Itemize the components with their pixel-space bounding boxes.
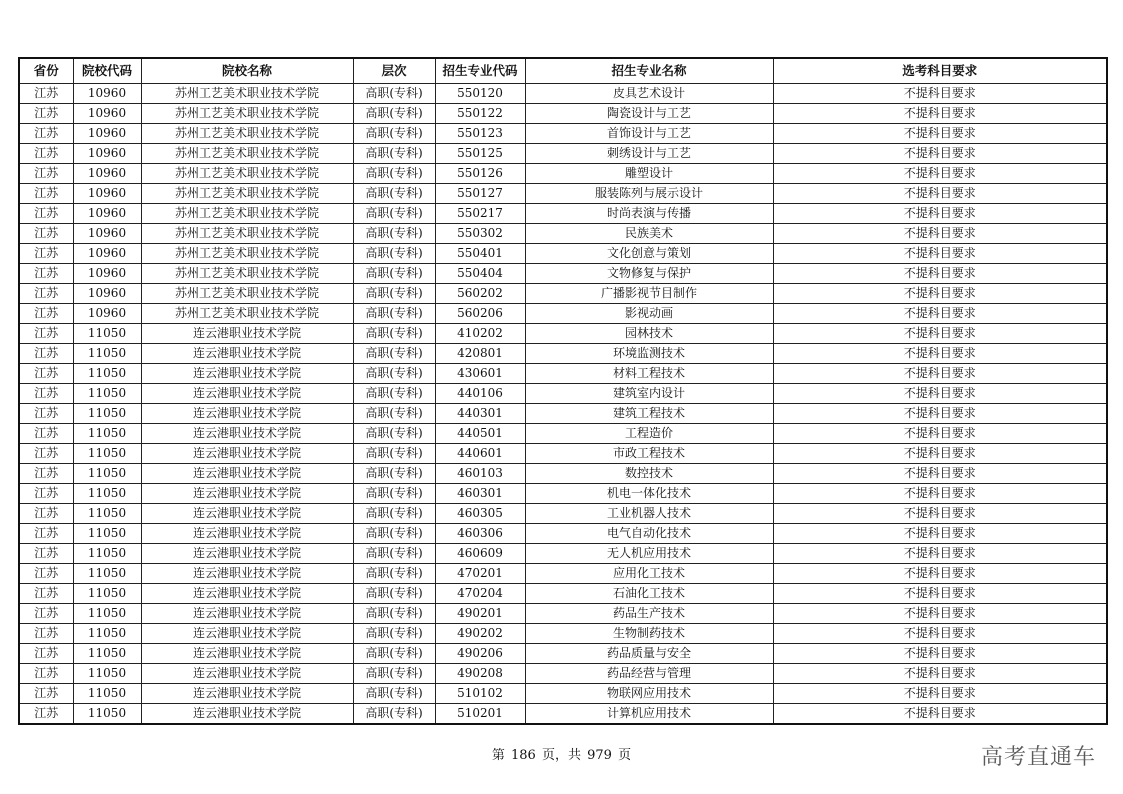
cell-school-code: 10960 [73, 164, 141, 184]
cell-school-name: 连云港职业技术学院 [141, 544, 353, 564]
table-row [19, 584, 1107, 604]
cell-school-code: 11050 [73, 484, 141, 504]
cell-level: 高职(专科) [353, 704, 435, 725]
table-row [19, 84, 1107, 104]
cell-school-name: 苏州工艺美术职业技术学院 [141, 164, 353, 184]
cell-major-code: 440501 [435, 424, 525, 444]
cell-major-code: 550127 [435, 184, 525, 204]
cell-subject-requirement: 不提科目要求 [773, 524, 1107, 544]
cell-school-name: 连云港职业技术学院 [141, 524, 353, 544]
cell-level: 高职(专科) [353, 184, 435, 204]
table-row [19, 544, 1107, 564]
cell-subject-requirement: 不提科目要求 [773, 584, 1107, 604]
table-row [19, 684, 1107, 704]
cell-major-code: 460306 [435, 524, 525, 544]
cell-major-name: 民族美术 [525, 224, 773, 244]
header-province: 省份 [19, 58, 73, 84]
cell-province: 江苏 [19, 444, 73, 464]
cell-province: 江苏 [19, 124, 73, 144]
cell-school-code: 11050 [73, 504, 141, 524]
cell-school-code: 10960 [73, 104, 141, 124]
cell-school-name: 连云港职业技术学院 [141, 584, 353, 604]
table-row [19, 244, 1107, 264]
cell-province: 江苏 [19, 544, 73, 564]
table-row [19, 304, 1107, 324]
table-row [19, 524, 1107, 544]
cell-major-name: 时尚表演与传播 [525, 204, 773, 224]
cell-province: 江苏 [19, 424, 73, 444]
cell-subject-requirement: 不提科目要求 [773, 184, 1107, 204]
cell-province: 江苏 [19, 224, 73, 244]
cell-major-name: 数控技术 [525, 464, 773, 484]
cell-school-code: 10960 [73, 224, 141, 244]
cell-subject-requirement: 不提科目要求 [773, 244, 1107, 264]
cell-major-name: 环境监测技术 [525, 344, 773, 364]
cell-level: 高职(专科) [353, 244, 435, 264]
cell-province: 江苏 [19, 264, 73, 284]
cell-province: 江苏 [19, 524, 73, 544]
cell-school-name: 苏州工艺美术职业技术学院 [141, 184, 353, 204]
cell-major-code: 440301 [435, 404, 525, 424]
cell-major-name: 皮具艺术设计 [525, 84, 773, 104]
table-row [19, 144, 1107, 164]
table-row [19, 164, 1107, 184]
cell-school-code: 11050 [73, 584, 141, 604]
cell-level: 高职(专科) [353, 104, 435, 124]
cell-subject-requirement: 不提科目要求 [773, 144, 1107, 164]
cell-school-name: 连云港职业技术学院 [141, 324, 353, 344]
cell-school-name: 连云港职业技术学院 [141, 384, 353, 404]
cell-major-code: 460305 [435, 504, 525, 524]
cell-major-name: 市政工程技术 [525, 444, 773, 464]
cell-school-name: 连云港职业技术学院 [141, 364, 353, 384]
cell-subject-requirement: 不提科目要求 [773, 404, 1107, 424]
cell-major-name: 建筑工程技术 [525, 404, 773, 424]
table-row [19, 124, 1107, 144]
cell-level: 高职(专科) [353, 604, 435, 624]
cell-major-name: 陶瓷设计与工艺 [525, 104, 773, 124]
header-level: 层次 [353, 58, 435, 84]
cell-school-code: 11050 [73, 604, 141, 624]
cell-school-name: 连云港职业技术学院 [141, 464, 353, 484]
cell-major-name: 材料工程技术 [525, 364, 773, 384]
cell-school-code: 11050 [73, 444, 141, 464]
cell-level: 高职(专科) [353, 484, 435, 504]
cell-subject-requirement: 不提科目要求 [773, 84, 1107, 104]
header-major-name: 招生专业名称 [525, 58, 773, 84]
cell-school-name: 连云港职业技术学院 [141, 644, 353, 664]
table-row [19, 204, 1107, 224]
cell-school-code: 11050 [73, 564, 141, 584]
cell-school-name: 连云港职业技术学院 [141, 444, 353, 464]
cell-school-code: 10960 [73, 304, 141, 324]
cell-province: 江苏 [19, 384, 73, 404]
cell-level: 高职(专科) [353, 664, 435, 684]
table-row [19, 324, 1107, 344]
cell-school-name: 连云港职业技术学院 [141, 664, 353, 684]
cell-school-code: 10960 [73, 264, 141, 284]
cell-level: 高职(专科) [353, 384, 435, 404]
cell-major-code: 560202 [435, 284, 525, 304]
cell-major-name: 物联网应用技术 [525, 684, 773, 704]
cell-school-code: 11050 [73, 684, 141, 704]
cell-school-name: 苏州工艺美术职业技术学院 [141, 204, 353, 224]
page-footer [0, 744, 1123, 763]
cell-major-name: 园林技术 [525, 324, 773, 344]
cell-major-name: 服装陈列与展示设计 [525, 184, 773, 204]
cell-school-code: 10960 [73, 204, 141, 224]
cell-major-code: 460301 [435, 484, 525, 504]
cell-level: 高职(专科) [353, 564, 435, 584]
table-row [19, 384, 1107, 404]
cell-major-code: 490201 [435, 604, 525, 624]
cell-province: 江苏 [19, 324, 73, 344]
cell-level: 高职(专科) [353, 624, 435, 644]
table-row [19, 184, 1107, 204]
table-row [19, 444, 1107, 464]
cell-province: 江苏 [19, 644, 73, 664]
cell-school-code: 11050 [73, 664, 141, 684]
table-row [19, 564, 1107, 584]
cell-major-code: 440601 [435, 444, 525, 464]
table-row [19, 284, 1107, 304]
table-row [19, 424, 1107, 444]
cell-subject-requirement: 不提科目要求 [773, 544, 1107, 564]
cell-school-name: 苏州工艺美术职业技术学院 [141, 224, 353, 244]
table-row [19, 464, 1107, 484]
cell-school-code: 11050 [73, 364, 141, 384]
cell-school-name: 苏州工艺美术职业技术学院 [141, 124, 353, 144]
cell-subject-requirement: 不提科目要求 [773, 264, 1107, 284]
cell-major-code: 550122 [435, 104, 525, 124]
cell-school-name: 连云港职业技术学院 [141, 704, 353, 725]
footer-middle: 页，共 [541, 748, 581, 763]
cell-school-name: 连云港职业技术学院 [141, 344, 353, 364]
table-row [19, 344, 1107, 364]
cell-level: 高职(专科) [353, 424, 435, 444]
cell-major-name: 药品质量与安全 [525, 644, 773, 664]
cell-level: 高职(专科) [353, 464, 435, 484]
cell-major-name: 工程造价 [525, 424, 773, 444]
cell-major-code: 550126 [435, 164, 525, 184]
cell-school-name: 连云港职业技术学院 [141, 504, 353, 524]
cell-major-code: 550120 [435, 84, 525, 104]
cell-level: 高职(专科) [353, 144, 435, 164]
cell-level: 高职(专科) [353, 324, 435, 344]
cell-level: 高职(专科) [353, 404, 435, 424]
cell-province: 江苏 [19, 104, 73, 124]
cell-subject-requirement: 不提科目要求 [773, 284, 1107, 304]
current-page-number: 186 [511, 748, 536, 763]
cell-level: 高职(专科) [353, 504, 435, 524]
cell-school-name: 连云港职业技术学院 [141, 404, 353, 424]
cell-school-code: 10960 [73, 124, 141, 144]
cell-major-name: 药品生产技术 [525, 604, 773, 624]
cell-major-code: 430601 [435, 364, 525, 384]
cell-major-code: 550302 [435, 224, 525, 244]
cell-major-name: 文物修复与保护 [525, 264, 773, 284]
cell-subject-requirement: 不提科目要求 [773, 504, 1107, 524]
cell-major-code: 410202 [435, 324, 525, 344]
cell-school-name: 连云港职业技术学院 [141, 604, 353, 624]
cell-level: 高职(专科) [353, 164, 435, 184]
cell-major-name: 工业机器人技术 [525, 504, 773, 524]
cell-province: 江苏 [19, 704, 73, 725]
cell-school-name: 连云港职业技术学院 [141, 564, 353, 584]
cell-province: 江苏 [19, 284, 73, 304]
cell-province: 江苏 [19, 584, 73, 604]
cell-level: 高职(专科) [353, 284, 435, 304]
header-school-name: 院校名称 [141, 58, 353, 84]
cell-subject-requirement: 不提科目要求 [773, 204, 1107, 224]
cell-major-code: 490202 [435, 624, 525, 644]
cell-subject-requirement: 不提科目要求 [773, 564, 1107, 584]
cell-province: 江苏 [19, 624, 73, 644]
cell-school-name: 连云港职业技术学院 [141, 424, 353, 444]
cell-subject-requirement: 不提科目要求 [773, 224, 1107, 244]
table-row [19, 404, 1107, 424]
cell-province: 江苏 [19, 144, 73, 164]
cell-subject-requirement: 不提科目要求 [773, 424, 1107, 444]
table-row [19, 104, 1107, 124]
cell-school-code: 10960 [73, 244, 141, 264]
cell-subject-requirement: 不提科目要求 [773, 384, 1107, 404]
cell-subject-requirement: 不提科目要求 [773, 684, 1107, 704]
cell-major-code: 470204 [435, 584, 525, 604]
cell-major-code: 440106 [435, 384, 525, 404]
table-body [19, 84, 1107, 725]
cell-subject-requirement: 不提科目要求 [773, 704, 1107, 725]
cell-province: 江苏 [19, 504, 73, 524]
cell-subject-requirement: 不提科目要求 [773, 364, 1107, 384]
cell-province: 江苏 [19, 604, 73, 624]
cell-school-code: 10960 [73, 84, 141, 104]
cell-province: 江苏 [19, 244, 73, 264]
cell-major-code: 550401 [435, 244, 525, 264]
table-row [19, 664, 1107, 684]
cell-province: 江苏 [19, 484, 73, 504]
cell-school-name: 苏州工艺美术职业技术学院 [141, 84, 353, 104]
cell-level: 高职(专科) [353, 204, 435, 224]
cell-level: 高职(专科) [353, 84, 435, 104]
cell-subject-requirement: 不提科目要求 [773, 484, 1107, 504]
cell-level: 高职(专科) [353, 524, 435, 544]
cell-major-name: 药品经营与管理 [525, 664, 773, 684]
cell-school-name: 苏州工艺美术职业技术学院 [141, 284, 353, 304]
cell-major-code: 460103 [435, 464, 525, 484]
cell-subject-requirement: 不提科目要求 [773, 604, 1107, 624]
cell-major-name: 应用化工技术 [525, 564, 773, 584]
cell-major-name: 生物制药技术 [525, 624, 773, 644]
cell-level: 高职(专科) [353, 344, 435, 364]
cell-level: 高职(专科) [353, 544, 435, 564]
cell-school-code: 11050 [73, 424, 141, 444]
cell-school-code: 11050 [73, 464, 141, 484]
header-major-code: 招生专业代码 [435, 58, 525, 84]
cell-major-name: 影视动画 [525, 304, 773, 324]
cell-level: 高职(专科) [353, 364, 435, 384]
cell-subject-requirement: 不提科目要求 [773, 344, 1107, 364]
cell-major-name: 无人机应用技术 [525, 544, 773, 564]
cell-major-code: 470201 [435, 564, 525, 584]
cell-province: 江苏 [19, 564, 73, 584]
cell-school-name: 连云港职业技术学院 [141, 684, 353, 704]
cell-major-name: 计算机应用技术 [525, 704, 773, 725]
cell-level: 高职(专科) [353, 444, 435, 464]
table-row [19, 644, 1107, 664]
cell-school-code: 11050 [73, 644, 141, 664]
cell-subject-requirement: 不提科目要求 [773, 464, 1107, 484]
cell-school-name: 苏州工艺美术职业技术学院 [141, 104, 353, 124]
cell-major-name: 广播影视节目制作 [525, 284, 773, 304]
cell-level: 高职(专科) [353, 684, 435, 704]
cell-school-code: 10960 [73, 184, 141, 204]
cell-school-code: 10960 [73, 144, 141, 164]
cell-school-code: 11050 [73, 524, 141, 544]
footer-prefix: 第 [491, 748, 505, 763]
cell-major-code: 490206 [435, 644, 525, 664]
cell-major-code: 560206 [435, 304, 525, 324]
cell-major-code: 420801 [435, 344, 525, 364]
cell-subject-requirement: 不提科目要求 [773, 304, 1107, 324]
cell-major-name: 建筑室内设计 [525, 384, 773, 404]
cell-major-code: 550404 [435, 264, 525, 284]
cell-province: 江苏 [19, 664, 73, 684]
cell-school-name: 苏州工艺美术职业技术学院 [141, 244, 353, 264]
cell-school-code: 11050 [73, 544, 141, 564]
table-row [19, 224, 1107, 244]
cell-school-name: 连云港职业技术学院 [141, 484, 353, 504]
watermark-logo-text: 高考直通车 [980, 745, 1096, 770]
cell-subject-requirement: 不提科目要求 [773, 444, 1107, 464]
admissions-table [18, 57, 1108, 725]
cell-subject-requirement: 不提科目要求 [773, 664, 1107, 684]
cell-school-code: 11050 [73, 624, 141, 644]
cell-level: 高职(专科) [353, 304, 435, 324]
cell-province: 江苏 [19, 184, 73, 204]
cell-school-name: 苏州工艺美术职业技术学院 [141, 144, 353, 164]
cell-subject-requirement: 不提科目要求 [773, 624, 1107, 644]
cell-school-code: 11050 [73, 704, 141, 725]
cell-level: 高职(专科) [353, 584, 435, 604]
cell-subject-requirement: 不提科目要求 [773, 644, 1107, 664]
cell-subject-requirement: 不提科目要求 [773, 104, 1107, 124]
table-row [19, 704, 1107, 725]
cell-major-name: 电气自动化技术 [525, 524, 773, 544]
table-row [19, 264, 1107, 284]
header-subject-requirement: 选考科目要求 [773, 58, 1107, 84]
cell-major-code: 510102 [435, 684, 525, 704]
cell-school-code: 11050 [73, 324, 141, 344]
header-row [19, 58, 1107, 84]
cell-subject-requirement: 不提科目要求 [773, 124, 1107, 144]
cell-subject-requirement: 不提科目要求 [773, 164, 1107, 184]
table-header [19, 58, 1107, 84]
table-row [19, 504, 1107, 524]
cell-subject-requirement: 不提科目要求 [773, 324, 1107, 344]
cell-major-code: 550123 [435, 124, 525, 144]
cell-province: 江苏 [19, 164, 73, 184]
table-row [19, 484, 1107, 504]
cell-school-name: 苏州工艺美术职业技术学院 [141, 304, 353, 324]
cell-major-code: 460609 [435, 544, 525, 564]
table-row [19, 624, 1107, 644]
table-row [19, 604, 1107, 624]
cell-province: 江苏 [19, 204, 73, 224]
cell-level: 高职(专科) [353, 264, 435, 284]
cell-level: 高职(专科) [353, 124, 435, 144]
cell-province: 江苏 [19, 404, 73, 424]
cell-level: 高职(专科) [353, 644, 435, 664]
cell-level: 高职(专科) [353, 224, 435, 244]
table-row [19, 364, 1107, 384]
cell-province: 江苏 [19, 464, 73, 484]
cell-school-code: 11050 [73, 344, 141, 364]
cell-province: 江苏 [19, 344, 73, 364]
cell-province: 江苏 [19, 84, 73, 104]
header-school-code: 院校代码 [73, 58, 141, 84]
cell-school-code: 10960 [73, 284, 141, 304]
cell-school-name: 苏州工艺美术职业技术学院 [141, 264, 353, 284]
cell-major-name: 文化创意与策划 [525, 244, 773, 264]
cell-major-name: 首饰设计与工艺 [525, 124, 773, 144]
cell-school-code: 11050 [73, 404, 141, 424]
cell-major-name: 石油化工技术 [525, 584, 773, 604]
footer-suffix: 页 [618, 748, 632, 763]
cell-province: 江苏 [19, 364, 73, 384]
cell-province: 江苏 [19, 304, 73, 324]
cell-school-code: 11050 [73, 384, 141, 404]
cell-major-name: 雕塑设计 [525, 164, 773, 184]
cell-major-code: 490208 [435, 664, 525, 684]
total-page-count: 979 [587, 748, 612, 763]
cell-province: 江苏 [19, 684, 73, 704]
cell-school-name: 连云港职业技术学院 [141, 624, 353, 644]
cell-major-name: 刺绣设计与工艺 [525, 144, 773, 164]
cell-major-name: 机电一体化技术 [525, 484, 773, 504]
cell-major-code: 510201 [435, 704, 525, 725]
cell-major-code: 550217 [435, 204, 525, 224]
cell-major-code: 550125 [435, 144, 525, 164]
